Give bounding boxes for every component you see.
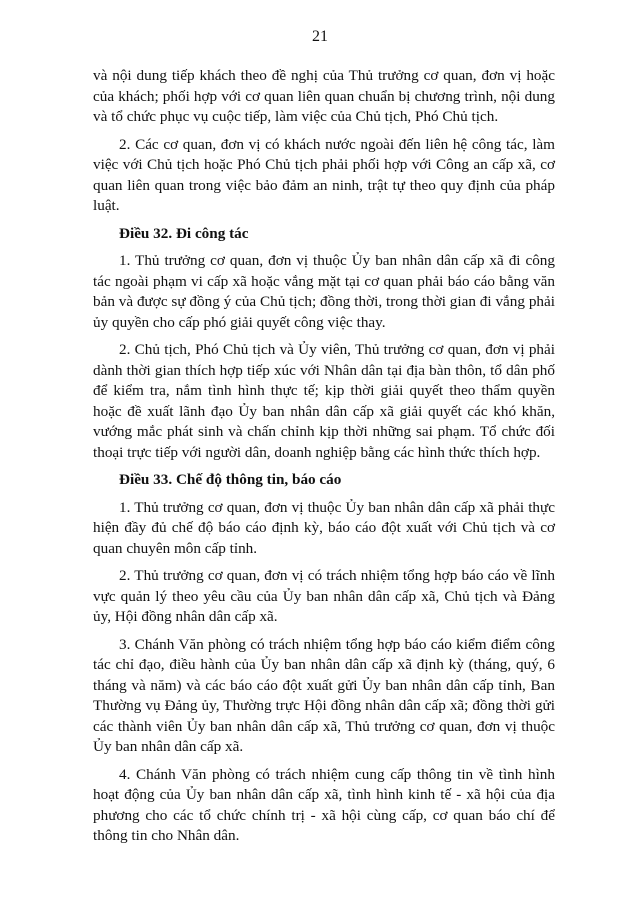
page-number: 21 <box>312 28 328 45</box>
paragraph: và nội dung tiếp khách theo đề nghị của Thủ trưởng cơ quan, đơn vị hoặc của khách; phối hợp với cơ quan liên quan chuẩn bị chương trình, nội dung và tổ chức phục vụ cuộc tiếp, làm việc của Chủ tịch, Phó Chủ tịch. <box>93 67 555 125</box>
paragraph: 2. Thủ trưởng cơ quan, đơn vị có trách nhiệm tổng hợp báo cáo về lĩnh vực quản lý theo yêu cầu của Ủy ban nhân dân cấp xã, Chủ tịch và Đảng ủy, Hội đồng nhân dân cấp xã. <box>93 567 555 625</box>
paragraph: 2. Các cơ quan, đơn vị có khách nước ngoài đến liên hệ công tác, làm việc với Chủ tịch hoặc Phó Chủ tịch phải phối hợp với Công an cấp xã, cơ quan liên quan trong việc bảo đảm an ninh, trật tự theo quy định của pháp luật. <box>93 135 555 214</box>
article-heading: Điều 33. Chế độ thông tin, báo cáo <box>119 471 342 488</box>
paragraph: 1. Thủ trưởng cơ quan, đơn vị thuộc Ủy ban nhân dân cấp xã đi công tác ngoài phạm vi cấp xã hoặc vắng mặt tại cơ quan phải báo cáo bằng văn bản và được sự đồng ý của Chủ tịch; đồng thời, trong thời gian đi vắng phải ủy quyền cho cấp phó giải quyết công việc thay. <box>93 252 555 331</box>
paragraph: 4. Chánh Văn phòng có trách nhiệm cung cấp thông tin về tình hình hoạt động của Ủy ban nhân dân cấp xã, tình hình kinh tế - xã hội của địa phương cho các tổ chức chính trị - xã hội cùng cấp, cơ quan báo chí để thông tin cho Nhân dân. <box>93 765 555 844</box>
paragraph: 2. Chủ tịch, Phó Chủ tịch và Ủy viên, Thủ trưởng cơ quan, đơn vị phải dành thời gian thích hợp tiếp xúc với Nhân dân tại địa bàn thôn, tổ dân phố để kiểm tra, nắm tình hình thực tế; kịp thời giải quyết theo thẩm quyền hoặc đề xuất lãnh đạo Ủy ban nhân dân cấp xã giải quyết các khó khăn, vướng mắc phát sinh và chấn chỉnh kịp thời những sai phạm. Tổ chức đối thoại trực tiếp với người dân, doanh nghiệp bằng các hình thức thích hợp. <box>93 341 555 461</box>
paragraph: 3. Chánh Văn phòng có trách nhiệm tổng hợp báo cáo kiểm điểm công tác chỉ đạo, điều hành của Ủy ban nhân dân cấp xã định kỳ (tháng, quý, 6 tháng và năm) và các báo cáo đột xuất gửi Ủy ban nhân dân cấp tỉnh, Ban Thường vụ Đảng ủy, Thường trực Hội đồng nhân dân cấp xã; đồng thời gửi các thành viên Ủy ban nhân dân cấp xã, Thủ trưởng cơ quan, đơn vị thuộc Ủy ban nhân dân cấp xã. <box>93 635 555 755</box>
document-body <box>93 66 555 854</box>
paragraph: 1. Thủ trưởng cơ quan, đơn vị thuộc Ủy ban nhân dân cấp xã phải thực hiện đầy đủ chế độ báo cáo định kỳ, báo cáo đột xuất với Chủ tịch và cơ quan chuyên môn cấp tỉnh. <box>93 498 555 557</box>
article-heading: Điều 32. Đi công tác <box>119 224 249 242</box>
